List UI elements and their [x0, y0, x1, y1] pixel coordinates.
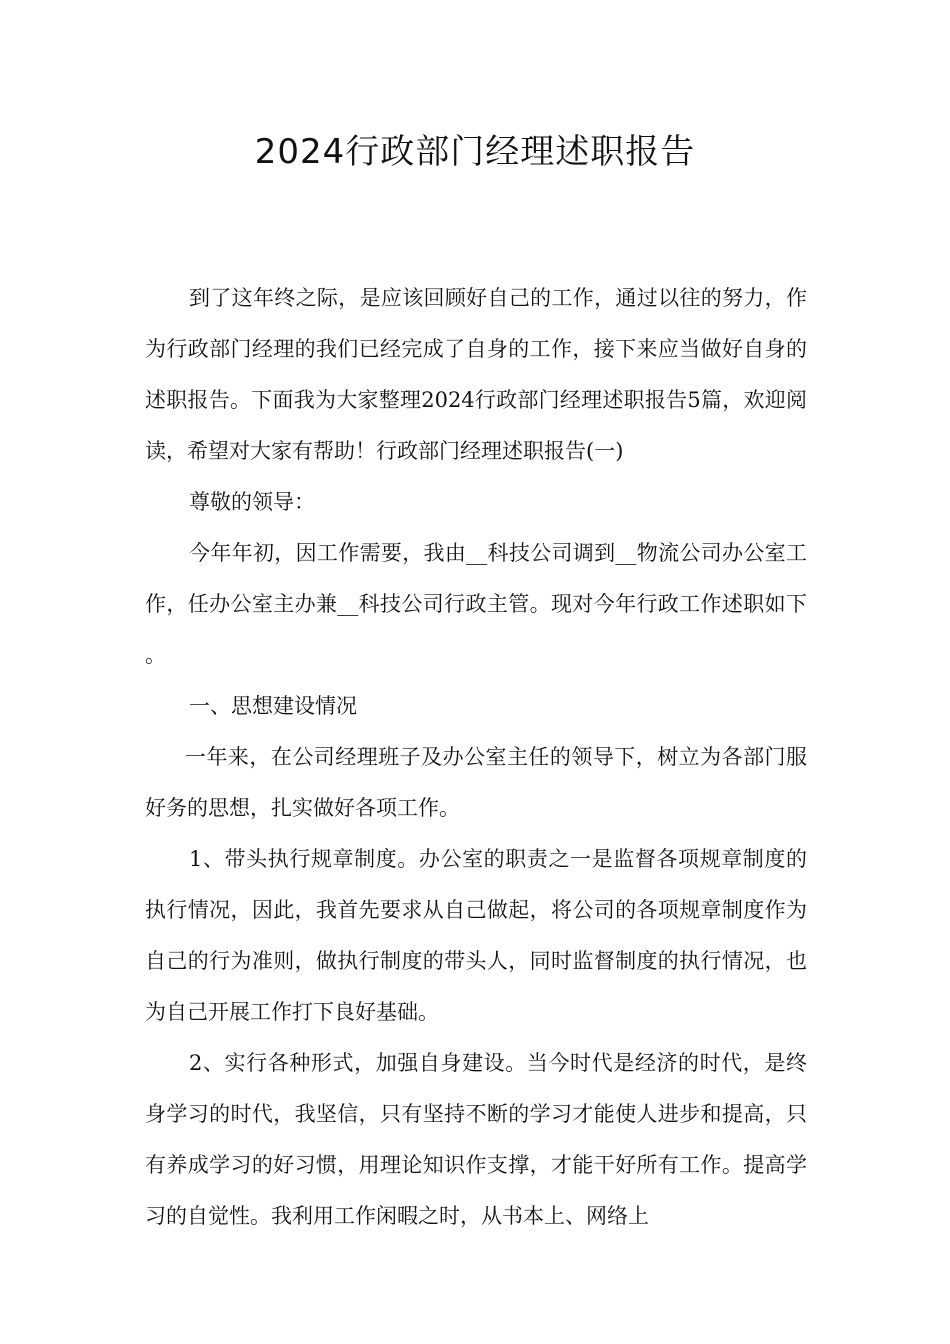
item-2-paragraph: 2、实行各种形式，加强自身建设。当今时代是经济的时代，是终身学习的时代，我坚信，只有坚持不断的学习才能使人进步和提高，只有养成学习的好习惯，用理论知识作支撑，才能干好所有工作。提高学习的自觉性。我利用工作闲暇之时，从书本上、网络上 — [145, 1051, 807, 1228]
section-heading: 一、思想建设情况 — [189, 694, 357, 718]
opening-paragraph: 今年年初，因工作需要，我由__科技公司调到__物流公司办公室工作，任办公室主办兼__科技公司行政主管。现对今年行政工作述职如下。 — [145, 541, 807, 667]
salutation-paragraph: 尊敬的领导： — [189, 490, 315, 514]
document-body — [145, 273, 807, 1242]
intro-paragraph: 到了这年终之际，是应该回顾好自己的工作，通过以往的努力，作为行政部门经理的我们已经完成了自身的工作，接下来应当做好自身的述职报告。下面我为大家整理2024行政部门经理述职报告5篇，欢迎阅读，希望对大家有帮助！行政部门经理述职报告(一) — [145, 286, 807, 463]
document-title: 2024行政部门经理述职报告 — [254, 132, 696, 172]
section-paragraph: 一年来，在公司经理班子及办公室主任的领导下，树立为各部门服好务的思想，扎实做好各项工作。 — [145, 745, 807, 820]
item-1-paragraph: 1、带头执行规章制度。办公室的职责之一是监督各项规章制度的执行情况，因此，我首先要求从自己做起，将公司的各项规章制度作为自己的行为准则，做执行制度的带头人，同时监督制度的执行情况，也为自己开展工作打下良好基础。 — [145, 847, 807, 1024]
